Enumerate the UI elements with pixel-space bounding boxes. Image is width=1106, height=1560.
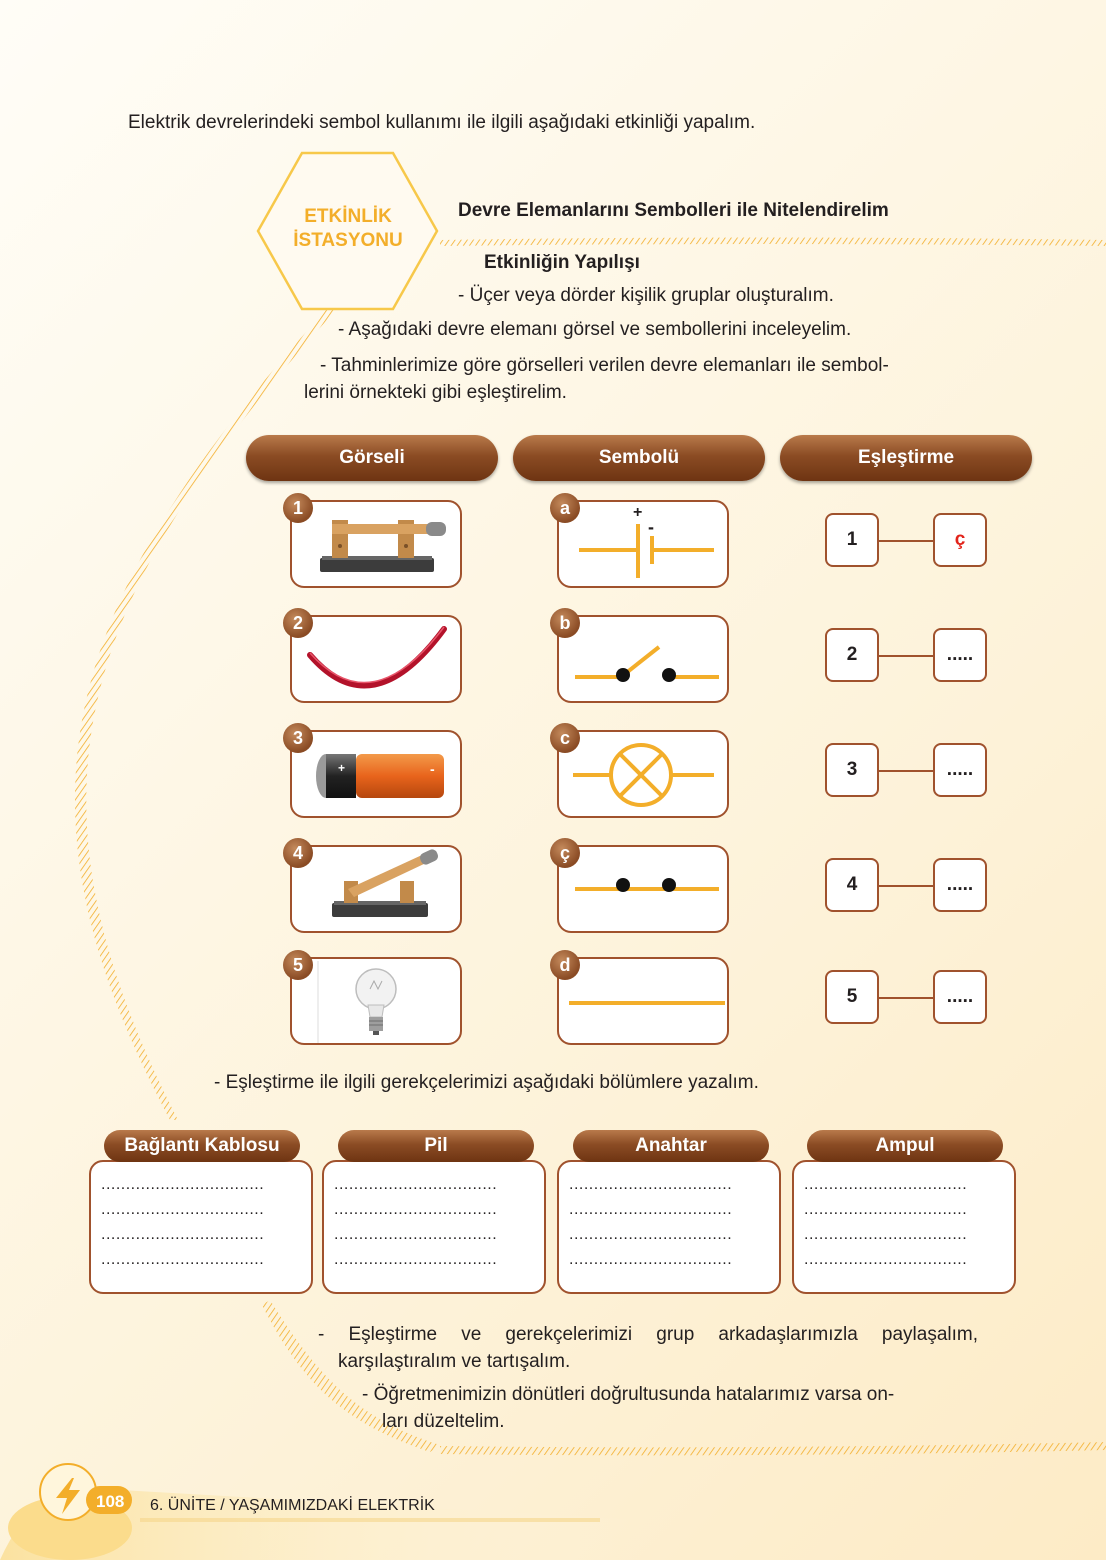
visual-badge-4: 4: [283, 838, 313, 868]
category-bulb: Ampul: [807, 1130, 1003, 1162]
match-answer-4[interactable]: .....: [933, 858, 987, 912]
header-match: Eşleştirme: [780, 435, 1032, 481]
match-answer-2[interactable]: .....: [933, 628, 987, 682]
match-answer-3[interactable]: .....: [933, 743, 987, 797]
activity-title: Devre Elemanlarını Sembolleri ile Nitelendirelim: [458, 200, 889, 221]
symbol-badge-c: c: [550, 723, 580, 753]
dotted-line: .................................: [101, 1251, 265, 1268]
dotted-line: .................................: [804, 1201, 968, 1218]
page-number: 108: [96, 1492, 125, 1511]
closed-switch-image: [292, 847, 460, 931]
dotted-line: .................................: [804, 1176, 968, 1193]
dotted-line: .................................: [569, 1226, 733, 1243]
visual-badge-3: 3: [283, 723, 313, 753]
battery-image: [292, 732, 460, 816]
match-number-4: 4: [825, 858, 879, 912]
closed-switch-symbol: [559, 847, 727, 931]
badge-line-2: İSTASYONU: [293, 230, 403, 251]
visual-card-4: [290, 845, 462, 933]
lamp-symbol: [559, 732, 727, 816]
symbol-card-cc: [557, 845, 729, 933]
dotted-line: .................................: [804, 1251, 968, 1268]
dotted-line: .................................: [101, 1226, 265, 1243]
dotted-line: .................................: [569, 1251, 733, 1268]
symbol-badge-d: d: [550, 950, 580, 980]
lightning-bolt-icon: [52, 1476, 86, 1516]
visual-card-5: [290, 957, 462, 1045]
step-2: - Aşağıdaki devre elemanı görsel ve sembollerini inceleyelim.: [338, 319, 852, 340]
dotted-line: .................................: [569, 1176, 733, 1193]
visual-card-1: [290, 500, 462, 588]
match-number-5: 5: [825, 970, 879, 1024]
badge-line-1: ETKİNLİK: [304, 206, 392, 227]
battery-plus-sign: +: [338, 761, 346, 775]
dotted-line: .................................: [334, 1226, 498, 1243]
open-switch-image: [292, 502, 460, 586]
match-connector-4: [879, 885, 933, 887]
symbol-card-b: [557, 615, 729, 703]
dotted-line: .................................: [334, 1201, 498, 1218]
match-answer-1-text: ç: [954, 529, 966, 550]
procedure-title: Etkinliğin Yapılışı: [484, 252, 640, 273]
unit-title: 6. ÜNİTE / YAŞAMIMIZDAKİ ELEKTRİK: [150, 1497, 435, 1514]
symbol-badge-cc: ç: [550, 838, 580, 868]
symbol-badge-b: b: [550, 608, 580, 638]
battery-minus-sign: -: [430, 761, 435, 777]
visual-badge-5: 5: [283, 950, 313, 980]
reason-box-bulb[interactable]: [792, 1160, 1016, 1294]
open-switch-symbol: [559, 617, 727, 701]
dotted-line: .................................: [334, 1251, 498, 1268]
symbol-minus-sign: -: [648, 517, 654, 537]
step-1: - Üçer veya dörder kişilik gruplar oluşturalım.: [458, 285, 834, 306]
reason-instruction: - Eşleştirme ile ilgili gerekçelerimizi aşağıdaki bölümlere yazalım.: [214, 1072, 759, 1093]
visual-badge-2: 2: [283, 608, 313, 638]
symbol-plus-sign: +: [633, 504, 643, 521]
match-answer-1[interactable]: [933, 513, 987, 567]
symbol-badge-a: a: [550, 493, 580, 523]
final-step-1-cont: karşılaştıralım ve tartışalım.: [338, 1351, 571, 1372]
category-switch: Anahtar: [573, 1130, 769, 1162]
activity-badge-title: [268, 205, 428, 253]
match-answer-5[interactable]: .....: [933, 970, 987, 1024]
match-connector-5: [879, 997, 933, 999]
match-connector-2: [879, 655, 933, 657]
match-connector-1: [879, 540, 933, 542]
match-connector-3: [879, 770, 933, 772]
dotted-line: .................................: [334, 1176, 498, 1193]
cable-image: [292, 617, 460, 701]
final-step-2-cont: ları düzeltelim.: [382, 1411, 505, 1432]
bulb-image: [292, 959, 460, 1043]
reason-box-battery[interactable]: [322, 1160, 546, 1294]
symbol-card-a: [557, 500, 729, 588]
final-step-1: - Eşleştirme ve gerekçelerimizi grup arkadaşlarımızla paylaşalım,: [318, 1324, 978, 1345]
final-step-2: - Öğretmenimizin dönütleri doğrultusunda hatalarımız varsa on-: [362, 1384, 895, 1405]
wire-symbol: [559, 959, 727, 1043]
dotted-line: .................................: [101, 1176, 265, 1193]
step-3-cont: lerini örnekteki gibi eşleştirelim.: [304, 382, 567, 403]
reason-box-switch[interactable]: [557, 1160, 781, 1294]
intro-text: Elektrik devrelerindeki sembol kullanımı ile ilgili aşağıdaki etkinliği yapalım.: [128, 112, 756, 133]
symbol-card-c: [557, 730, 729, 818]
visual-badge-1: 1: [283, 493, 313, 523]
header-symbol: Sembolü: [513, 435, 765, 481]
match-number-1: 1: [825, 513, 879, 567]
header-visual: Görseli: [246, 435, 498, 481]
reason-box-cable[interactable]: [89, 1160, 313, 1294]
dotted-line: .................................: [569, 1201, 733, 1218]
category-cable: Bağlantı Kablosu: [104, 1130, 300, 1162]
category-battery: Pil: [338, 1130, 534, 1162]
dotted-line: .................................: [804, 1226, 968, 1243]
dotted-line: .................................: [101, 1201, 265, 1218]
match-number-3: 3: [825, 743, 879, 797]
match-number-2: 2: [825, 628, 879, 682]
step-3: - Tahminlerimize göre görselleri verilen devre elemanları ile sembol-: [320, 355, 889, 376]
symbol-card-d: [557, 957, 729, 1045]
visual-card-3: [290, 730, 462, 818]
battery-symbol: [559, 502, 727, 586]
visual-card-2: [290, 615, 462, 703]
